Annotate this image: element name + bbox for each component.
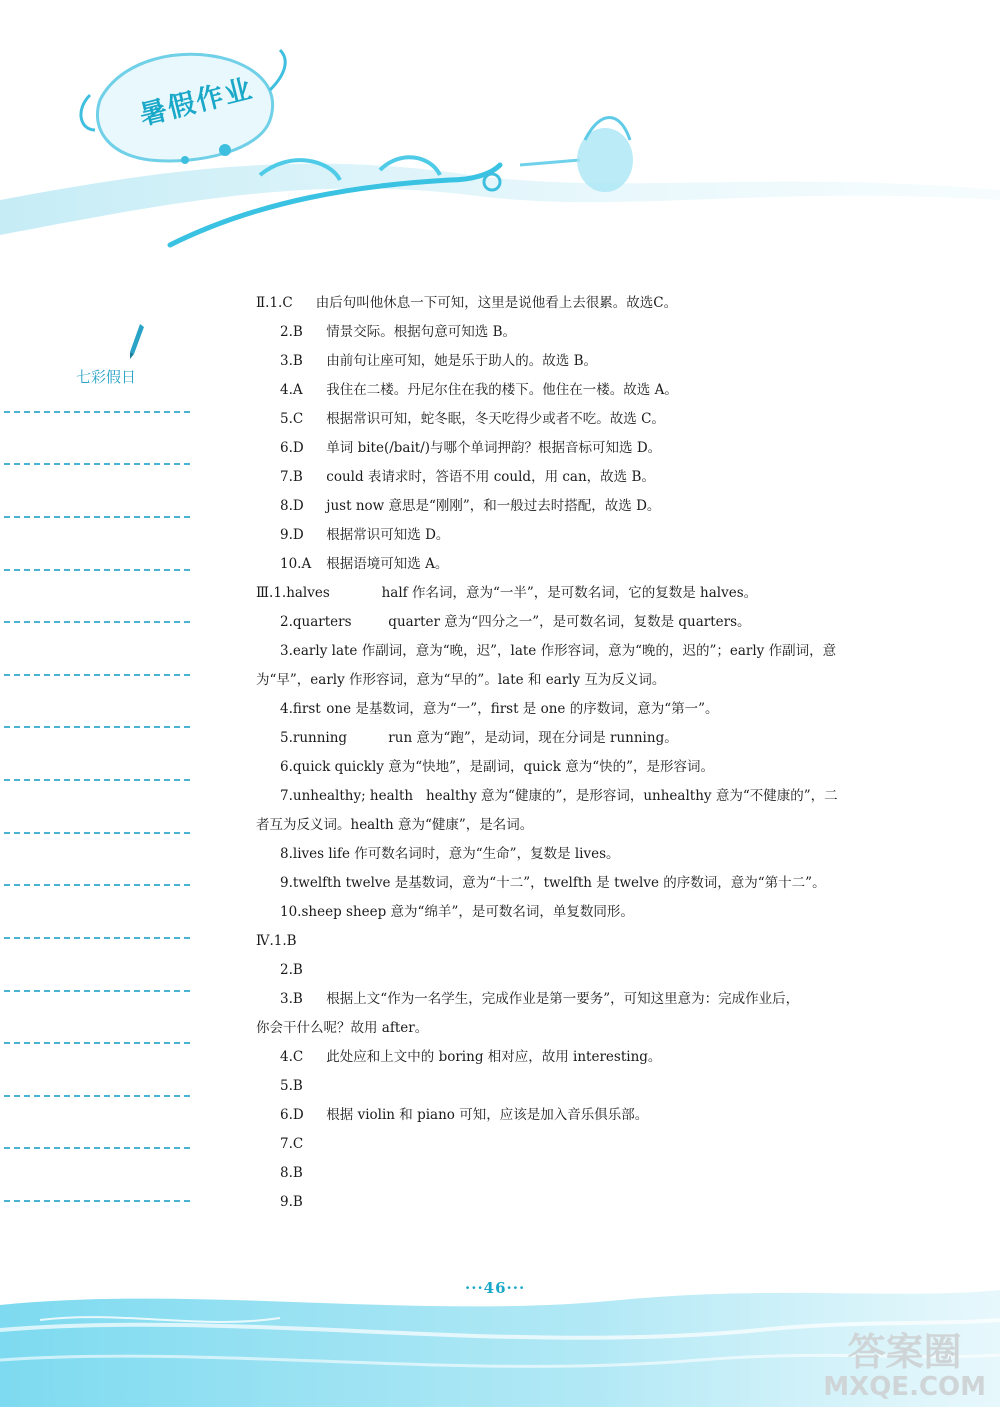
answer-number: 9.B — [280, 1194, 303, 1210]
answer-number: 5.B — [280, 1078, 303, 1094]
answer-number: 2.B — [280, 324, 303, 340]
answer-line — [256, 956, 896, 985]
answer-explanation: 我住在二楼。丹尼尔住在我的楼下。他住在一楼。故选 A。 — [326, 382, 678, 398]
answer-line — [256, 637, 896, 666]
answer-explanation: 情景交际。根据句意可知选 B。 — [326, 324, 517, 340]
answer-explanation: 根据 violin 和 piano 可知，应该是加入音乐俱乐部。 — [326, 1107, 649, 1123]
answer-line — [256, 1130, 896, 1159]
answer-line — [256, 1043, 896, 1072]
answer-number: 6.quick — [280, 759, 331, 775]
answer-explanation: 由后句叫他休息一下可知，这里是说他看上去很累。故选C。 — [315, 295, 678, 311]
answer-explanation: 由前句让座可知，她是乐于助人的。故选 B。 — [326, 353, 598, 369]
answer-number: 9.twelfth — [280, 875, 342, 891]
answer-explanation: quarter 意为“四分之一”，是可数名词，复数是 quarters。 — [388, 614, 751, 630]
answer-explanation: life 作可数名词时，意为“生命”，复数是 lives。 — [328, 846, 620, 862]
answer-explanation: one 是基数词，意为“一”，first 是 one 的序数词，意为“第一”。 — [326, 701, 719, 717]
answer-line — [256, 724, 896, 753]
answer-number: 10.A — [280, 556, 312, 572]
answer-line — [256, 1101, 896, 1130]
answer-line — [256, 405, 896, 434]
answer-explanation: could 表请求时，答语不用 could，用 can，故选 B。 — [326, 469, 655, 485]
answer-number: 4.C — [280, 1049, 304, 1065]
answer-explanation-continued: 为“早”，early 作形容词，意为“早的”。late 和 early 互为反义词。 — [256, 672, 666, 688]
note-line — [4, 621, 190, 623]
answer-content — [256, 289, 896, 1217]
section-mark: Ⅳ. — [256, 933, 274, 949]
answer-number: 4.A — [280, 382, 303, 398]
note-line — [4, 726, 190, 728]
answer-line — [256, 782, 896, 811]
answer-number: 8.B — [280, 1165, 303, 1181]
answer-number: 2.quarters — [280, 614, 352, 630]
note-line — [4, 569, 190, 571]
answer-line — [256, 434, 896, 463]
answer-explanation: 根据上文“作为一名学生，完成作业是第一要务”，可知这里意为：完成作业后， — [326, 991, 800, 1007]
answer-explanation: healthy 意为“健康的”，是形容词，unhealthy 意为“不健康的”，二 — [425, 788, 838, 804]
answer-line — [256, 579, 896, 608]
answer-line — [256, 753, 896, 782]
answer-line — [256, 695, 896, 724]
answer-number: 6.D — [280, 440, 304, 456]
note-line — [4, 832, 190, 834]
answer-number: 6.D — [280, 1107, 304, 1123]
note-line — [4, 779, 190, 781]
answer-line-continued — [256, 666, 896, 695]
answer-explanation: run 意为“跑”，是动词，现在分词是 running。 — [388, 730, 678, 746]
sidebar-label: 七彩假日 — [76, 368, 137, 386]
answer-number: 7.unhealthy; health — [280, 788, 414, 804]
answer-number: 2.B — [280, 962, 303, 978]
pen-icon — [128, 322, 146, 360]
answer-line — [256, 927, 896, 956]
answer-explanation-continued: 者互为反义词。health 意为“健康”，是名词。 — [256, 817, 534, 833]
answer-number: 9.D — [280, 527, 304, 543]
page-number: ···46··· — [465, 1279, 526, 1297]
answer-number: 1.halves — [273, 585, 330, 601]
note-line — [4, 674, 190, 676]
note-line — [4, 884, 190, 886]
answer-number: 3.B — [280, 991, 303, 1007]
answer-explanation: twelve 是基数词，意为“十二”，twelfth 是 twelve 的序数词，意为“第十二”。 — [345, 875, 826, 891]
answer-explanation: half 作名词，意为“一半”，是可数名词，它的复数是 halves。 — [381, 585, 758, 601]
answer-line — [256, 376, 896, 405]
answer-number: 7.B — [280, 469, 303, 485]
answer-line — [256, 985, 896, 1014]
answer-line — [256, 289, 896, 318]
answer-explanation: 此处应和上文中的 boring 相对应，故用 interesting。 — [326, 1049, 662, 1065]
answer-explanation: 单词 bite(/bait/)与哪个单词押韵？根据音标可知选 D。 — [326, 440, 662, 456]
watermark-logo-text: 答案圈 — [847, 1330, 962, 1374]
answer-number: 4.first — [280, 701, 321, 717]
answer-number: 3.B — [280, 353, 303, 369]
answer-explanation: sheep 意为“绵羊”，是可数名词，单复数同形。 — [346, 904, 634, 920]
answer-number: 1.B — [273, 933, 297, 949]
answer-line — [256, 521, 896, 550]
answer-explanation: quickly 意为“快地”，是副词，quick 意为“快的”，是形容词。 — [334, 759, 715, 775]
answer-line — [256, 492, 896, 521]
note-line — [4, 990, 190, 992]
note-line — [4, 1200, 190, 1202]
answer-line-continued — [256, 811, 896, 840]
answer-explanation: 根据常识可知选 D。 — [326, 527, 450, 543]
answer-line — [256, 550, 896, 579]
answer-line — [256, 318, 896, 347]
answer-line — [256, 1072, 896, 1101]
answer-line — [256, 1188, 896, 1217]
answer-line-continued — [256, 1014, 896, 1043]
note-line — [4, 1042, 190, 1044]
watermark — [823, 1331, 986, 1401]
note-line — [4, 937, 190, 939]
answer-explanation-continued: 你会干什么呢？故用 after。 — [256, 1020, 429, 1036]
answer-number: 10.sheep — [280, 904, 342, 920]
answer-number: 5.C — [280, 411, 304, 427]
section-mark: Ⅲ. — [256, 585, 274, 601]
answer-line — [256, 347, 896, 376]
answer-line — [256, 608, 896, 637]
answer-number: 8.D — [280, 498, 304, 514]
answer-explanation: late 作副词，意为“晚，迟”，late 作形容词，意为“晚的，迟的”；early 作副词，意 — [331, 643, 837, 659]
section-mark: Ⅱ. — [256, 295, 270, 311]
answer-line — [256, 1159, 896, 1188]
answer-number: 8.lives — [280, 846, 325, 862]
answer-explanation: just now 意思是“刚刚”，和一般过去时搭配，故选 D。 — [326, 498, 661, 514]
answer-explanation: 根据常识可知，蛇冬眠，冬天吃得少或者不吃。故选 C。 — [326, 411, 665, 427]
answer-number: 7.C — [280, 1136, 304, 1152]
answer-line — [256, 869, 896, 898]
note-line — [4, 1095, 190, 1097]
answer-number: 1.C — [269, 295, 293, 311]
note-line — [4, 516, 190, 518]
answer-line — [256, 840, 896, 869]
answer-explanation: 根据语境可知选 A。 — [326, 556, 449, 572]
note-line — [4, 463, 190, 465]
note-line — [4, 411, 190, 413]
answer-line — [256, 898, 896, 927]
answer-line — [256, 463, 896, 492]
answer-number: 3.early — [280, 643, 328, 659]
note-line — [4, 1147, 190, 1149]
watermark-url: MXQE.COM — [823, 1372, 986, 1402]
header-title: 暑假作业 — [136, 73, 257, 132]
answer-number: 5.running — [280, 730, 348, 746]
